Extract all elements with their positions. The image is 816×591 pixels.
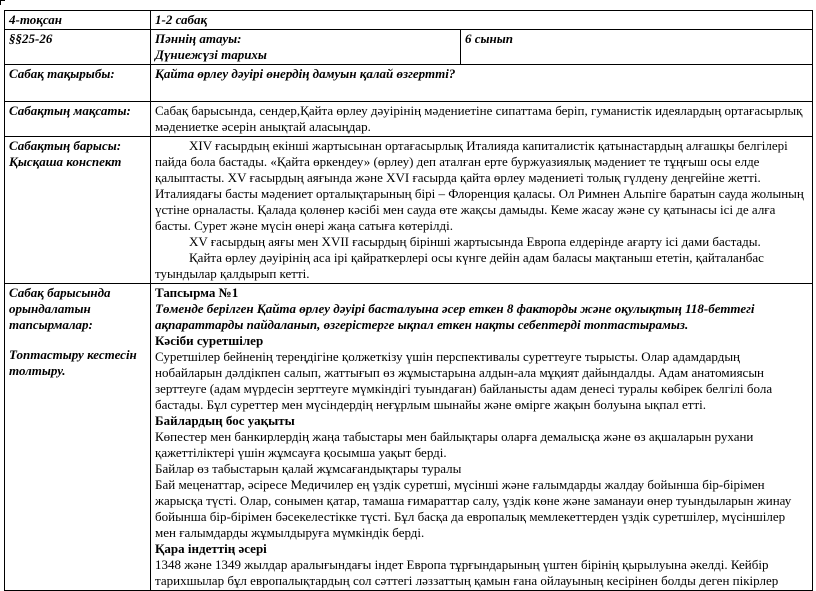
factor-text: Бай меценаттар, әсіресе Медичилер ең үздік суретші, мүсінші және ғалымдарды жалдау бойынша бір-бірімен жарысқа түсті. Олар, сонымен қатар, тамаша ғимараттар салу, үздік көне және заманауи өнер туындыларын жинау бойынша бір-бірімен бәсекелестікке түсті. Бұл басқа да европалық мемлекеттерден үздік суретшілер, мүсіншілер мен ғалымдарды жұмылдыруға мүмкіндік берді. <box>155 477 792 540</box>
factor-title: Кәсіби суретшілер <box>155 333 264 348</box>
factor-text: Суретшілер бейненің тереңдігіне қолжеткізу үшін перспективалы суреттеуге тырысты. Олар адамдардың нобайларын дәлдікпен салып, жаттығып өз жұмыстарына алдын-ала мұқият дайындалды. Адам анатомиясын зерттеуге (адам мүрдесін зерттеуге мүмкіндігі туындаған) байланысты адам денесі туралы көбірек белгілі бола бастады. Бұл суреттер мен мүсіндердің неғұрлым шынайы және өмірге жақын болуына ықпал етті. <box>155 349 773 412</box>
grouping-label-line2: толтыру. <box>9 363 66 378</box>
term-cell: 4-тоқсан <box>5 11 151 30</box>
tasks-row <box>5 284 813 591</box>
tasks-label-line1: Сабақ барысында <box>9 285 111 300</box>
lesson-plan-page <box>4 10 812 591</box>
factor-subtitle: Байлар өз табыстарын қалай жұмсағандықтары туралы <box>155 461 462 476</box>
topic-row <box>5 65 813 102</box>
summary-paragraph: XV ғасырдың аяғы мен XVII ғасырдың бірінші жартысында Европа елдерінде ағарту ісі дами бастады. <box>189 234 761 249</box>
tasks-label-line2: орындалатын <box>9 301 91 316</box>
goal-label: Сабақтың мақсаты: <box>5 102 151 137</box>
goal-value: Сабақ барысында, сендер,Қайта өрлеу дәуірінің мәдениетіне сипаттама беріп, гуманистік идеялардың ортағасырлық мәдениетке әсерін анықтай аласыңдар. <box>151 102 813 137</box>
summary-label <box>5 137 151 284</box>
grade-cell: 6 сынып <box>461 30 813 65</box>
lesson-number-cell: 1-2 сабақ <box>151 11 813 30</box>
header-row <box>5 11 813 30</box>
subject-label: Пәннің атауы: <box>155 31 242 46</box>
task-instruction: Төменде берілген Қайта өрлеу дәуірі басталуына әсер еткен 8 факторды және оқулықтың 118-беттегі ақпараттарды пайдаланып, өзгерістерге ықпал еткен нақты себептерді топтастырамыз. <box>155 301 755 332</box>
summary-paragraph: XIV ғасырдың екінші жартысынан ортағасырлық Италияда капиталистік қатынастардың алғашқы белгілері пайда бола бастады. «Қайта өркендеу» (өрлеу) деп аталған ерте буржуазиялық мәдениет те тұңғыш осы елде қалыптасты. XV ғасырдың аяғында және XVI ғасырда қайта өрлеу мәдениеті толық гүлдену деңгейіне жетті. Италиядағы басты мәдениет орталықтарының бірі – Флоренция қаласы. Ол Римнен Альпіге баратын сауда жолының үстіне орналасты. Қалада қолөнер кәсібі мен сауда өте жақсы дамыды. Кеме жасау және су қатынасы ісі де алға басты. Сурет және мүсін өнері жаңа сатыға көтерілді. <box>155 138 804 233</box>
topic-label: Сабақ тақырыбы: <box>5 65 151 102</box>
subject-row <box>5 30 813 65</box>
summary-text <box>151 137 813 284</box>
lesson-plan-table <box>4 10 813 591</box>
goal-row <box>5 102 813 137</box>
factor-text: Көпестер мен банкирлердің жаңа табыстары мен байлықтары оларға демалысқа және өз ақшаларын рухани қажеттіліктері үшін жұмсауға қосымша уақыт берді. <box>155 429 754 460</box>
subject-name: Дүниежүзі тарихы <box>155 47 267 62</box>
summary-row <box>5 137 813 284</box>
subject-cell <box>151 30 461 65</box>
summary-paragraph: Қайта өрлеу дәуірінің аса ірі қайраткерлері осы күнге дейін адам баласы мақтаныш ететін, қайталанбас туындылар қалдырып кетті. <box>155 250 764 281</box>
factor-text: 1348 және 1349 жылдар аралығындағы індет Европа тұрғындарының үштен бірінің қырылуына әкелді. Кейбір тарихшылар бұл европалықтардың сол сәттегі ләззаттың қамын ғана ойлауының кесірінен болды деген пікірлер <box>155 557 779 588</box>
sections-cell: §§25-26 <box>5 30 151 65</box>
summary-label-line1: Сабақтың барысы: <box>9 138 122 153</box>
task-title: Тапсырма №1 <box>155 285 239 300</box>
summary-label-line2: Қысқаша конспект <box>9 154 122 169</box>
tasks-label <box>5 284 151 591</box>
topic-value: Қайта өрлеу дәуірі өнердің дамуын қалай өзгертті? <box>151 65 813 102</box>
tasks-content <box>151 284 813 591</box>
factor-title: Қара індеттің әсері <box>155 541 267 556</box>
factor-title: Байлардың бос уақыты <box>155 413 295 428</box>
tasks-label-line3: тапсырмалар: <box>9 317 93 332</box>
page-corner-mark <box>0 0 5 5</box>
grouping-label-line1: Топтастыру кестесін <box>9 347 137 362</box>
